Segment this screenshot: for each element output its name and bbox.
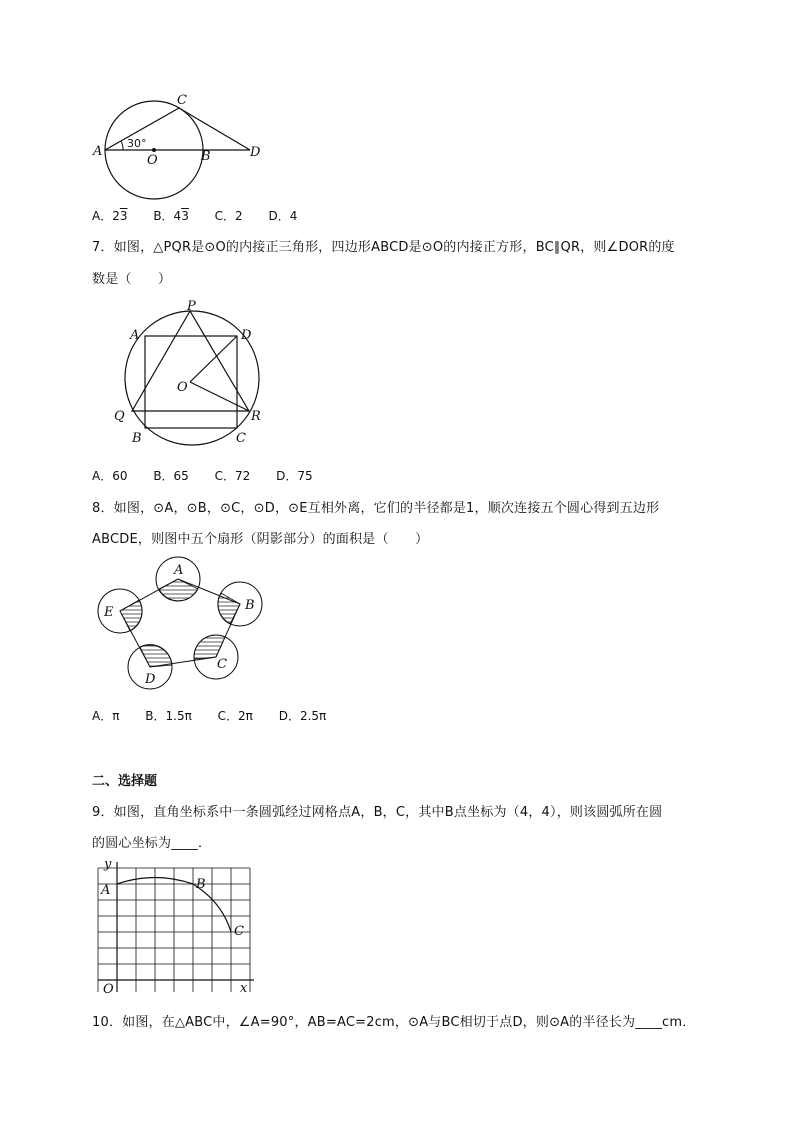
label-a: A (174, 563, 184, 578)
q8-option-b: B．1.5π (145, 709, 192, 723)
q8-option-c: C．2π (217, 709, 253, 723)
label-d: D (250, 145, 261, 160)
segment-od (190, 336, 237, 382)
q8-option-a: A．π (92, 709, 120, 723)
q7-text-line2: 数是（ ） (92, 272, 172, 287)
sector-d (140, 645, 172, 667)
q7-option-b: B．65 (153, 469, 189, 483)
label-o: O (177, 380, 188, 395)
label-r: R (251, 409, 261, 424)
q6-option-c: C．2 (214, 209, 243, 223)
sector-b (218, 593, 240, 624)
q7-options (92, 467, 335, 484)
center-point (152, 148, 156, 152)
label-angle: 30° (127, 137, 147, 150)
q8-option-d: D．2.5π (278, 709, 327, 723)
label-c: C (177, 93, 187, 108)
label-x: x (240, 981, 248, 996)
label-d: D (241, 328, 252, 343)
q7-option-d: D．75 (276, 469, 313, 483)
angle-arc (121, 141, 123, 150)
label-c: C (217, 657, 227, 672)
label-b: B (132, 431, 142, 446)
figure-q8 (90, 552, 270, 697)
q7-option-a: A．60 (92, 469, 128, 483)
figure-q6 (90, 92, 280, 202)
label-b: B (201, 149, 211, 164)
sector-a (159, 579, 198, 601)
figure-q9 (90, 858, 260, 998)
label-y: y (104, 858, 112, 872)
label-c: C (236, 431, 246, 446)
q8-options (92, 707, 348, 724)
label-e: E (104, 605, 114, 620)
q10-text-line1: 10．如图，在△ABC中，∠A=90°，AB=AC=2cm，⊙A与BC相切于点D，则⊙A的半径长为____cm． (92, 1015, 696, 1030)
segment-cd (179, 108, 250, 150)
label-o: O (147, 153, 158, 168)
q6-option-b: B．43 (153, 209, 189, 223)
label-o: O (103, 982, 114, 997)
q7-option-c: C．72 (214, 469, 251, 483)
label-a: A (101, 883, 111, 898)
label-a: A (130, 328, 140, 343)
q8-text-line1: 8．如图，⊙A，⊙B，⊙C，⊙D，⊙E互相外离，它们的半径都是1，顺次连接五个圆心得到五边形 (92, 501, 660, 516)
q6-options (92, 207, 319, 224)
q9-text-line1: 9．如图，直角坐标系中一条圆弧经过网格点A，B，C，其中B点坐标为（4，4），则该圆弧所在圆 (92, 805, 663, 820)
label-d: D (145, 672, 156, 687)
q8-text-line2: ABCDE，则图中五个扇形（阴影部分）的面积是（ ） (92, 532, 429, 547)
grid (98, 868, 250, 992)
label-c: C (234, 924, 244, 939)
figure-q7 (110, 298, 280, 448)
q7-text-line1: 7．如图，△PQR是⊙O的内接正三角形，四边形ABCD是⊙O的内接正方形，BC∥QR，则∠DOR的度 (92, 240, 675, 255)
label-b: B (196, 877, 206, 892)
q9-text-line2: 的圆心坐标为____． (92, 836, 212, 851)
label-a: A (93, 144, 103, 159)
q6-option-d: D．4 (268, 209, 298, 223)
label-b: B (245, 598, 255, 613)
label-q: Q (114, 409, 125, 424)
label-p: P (187, 299, 196, 314)
section-heading: 二、选择题 (92, 774, 158, 789)
q6-option-a: A．23 (92, 209, 128, 223)
